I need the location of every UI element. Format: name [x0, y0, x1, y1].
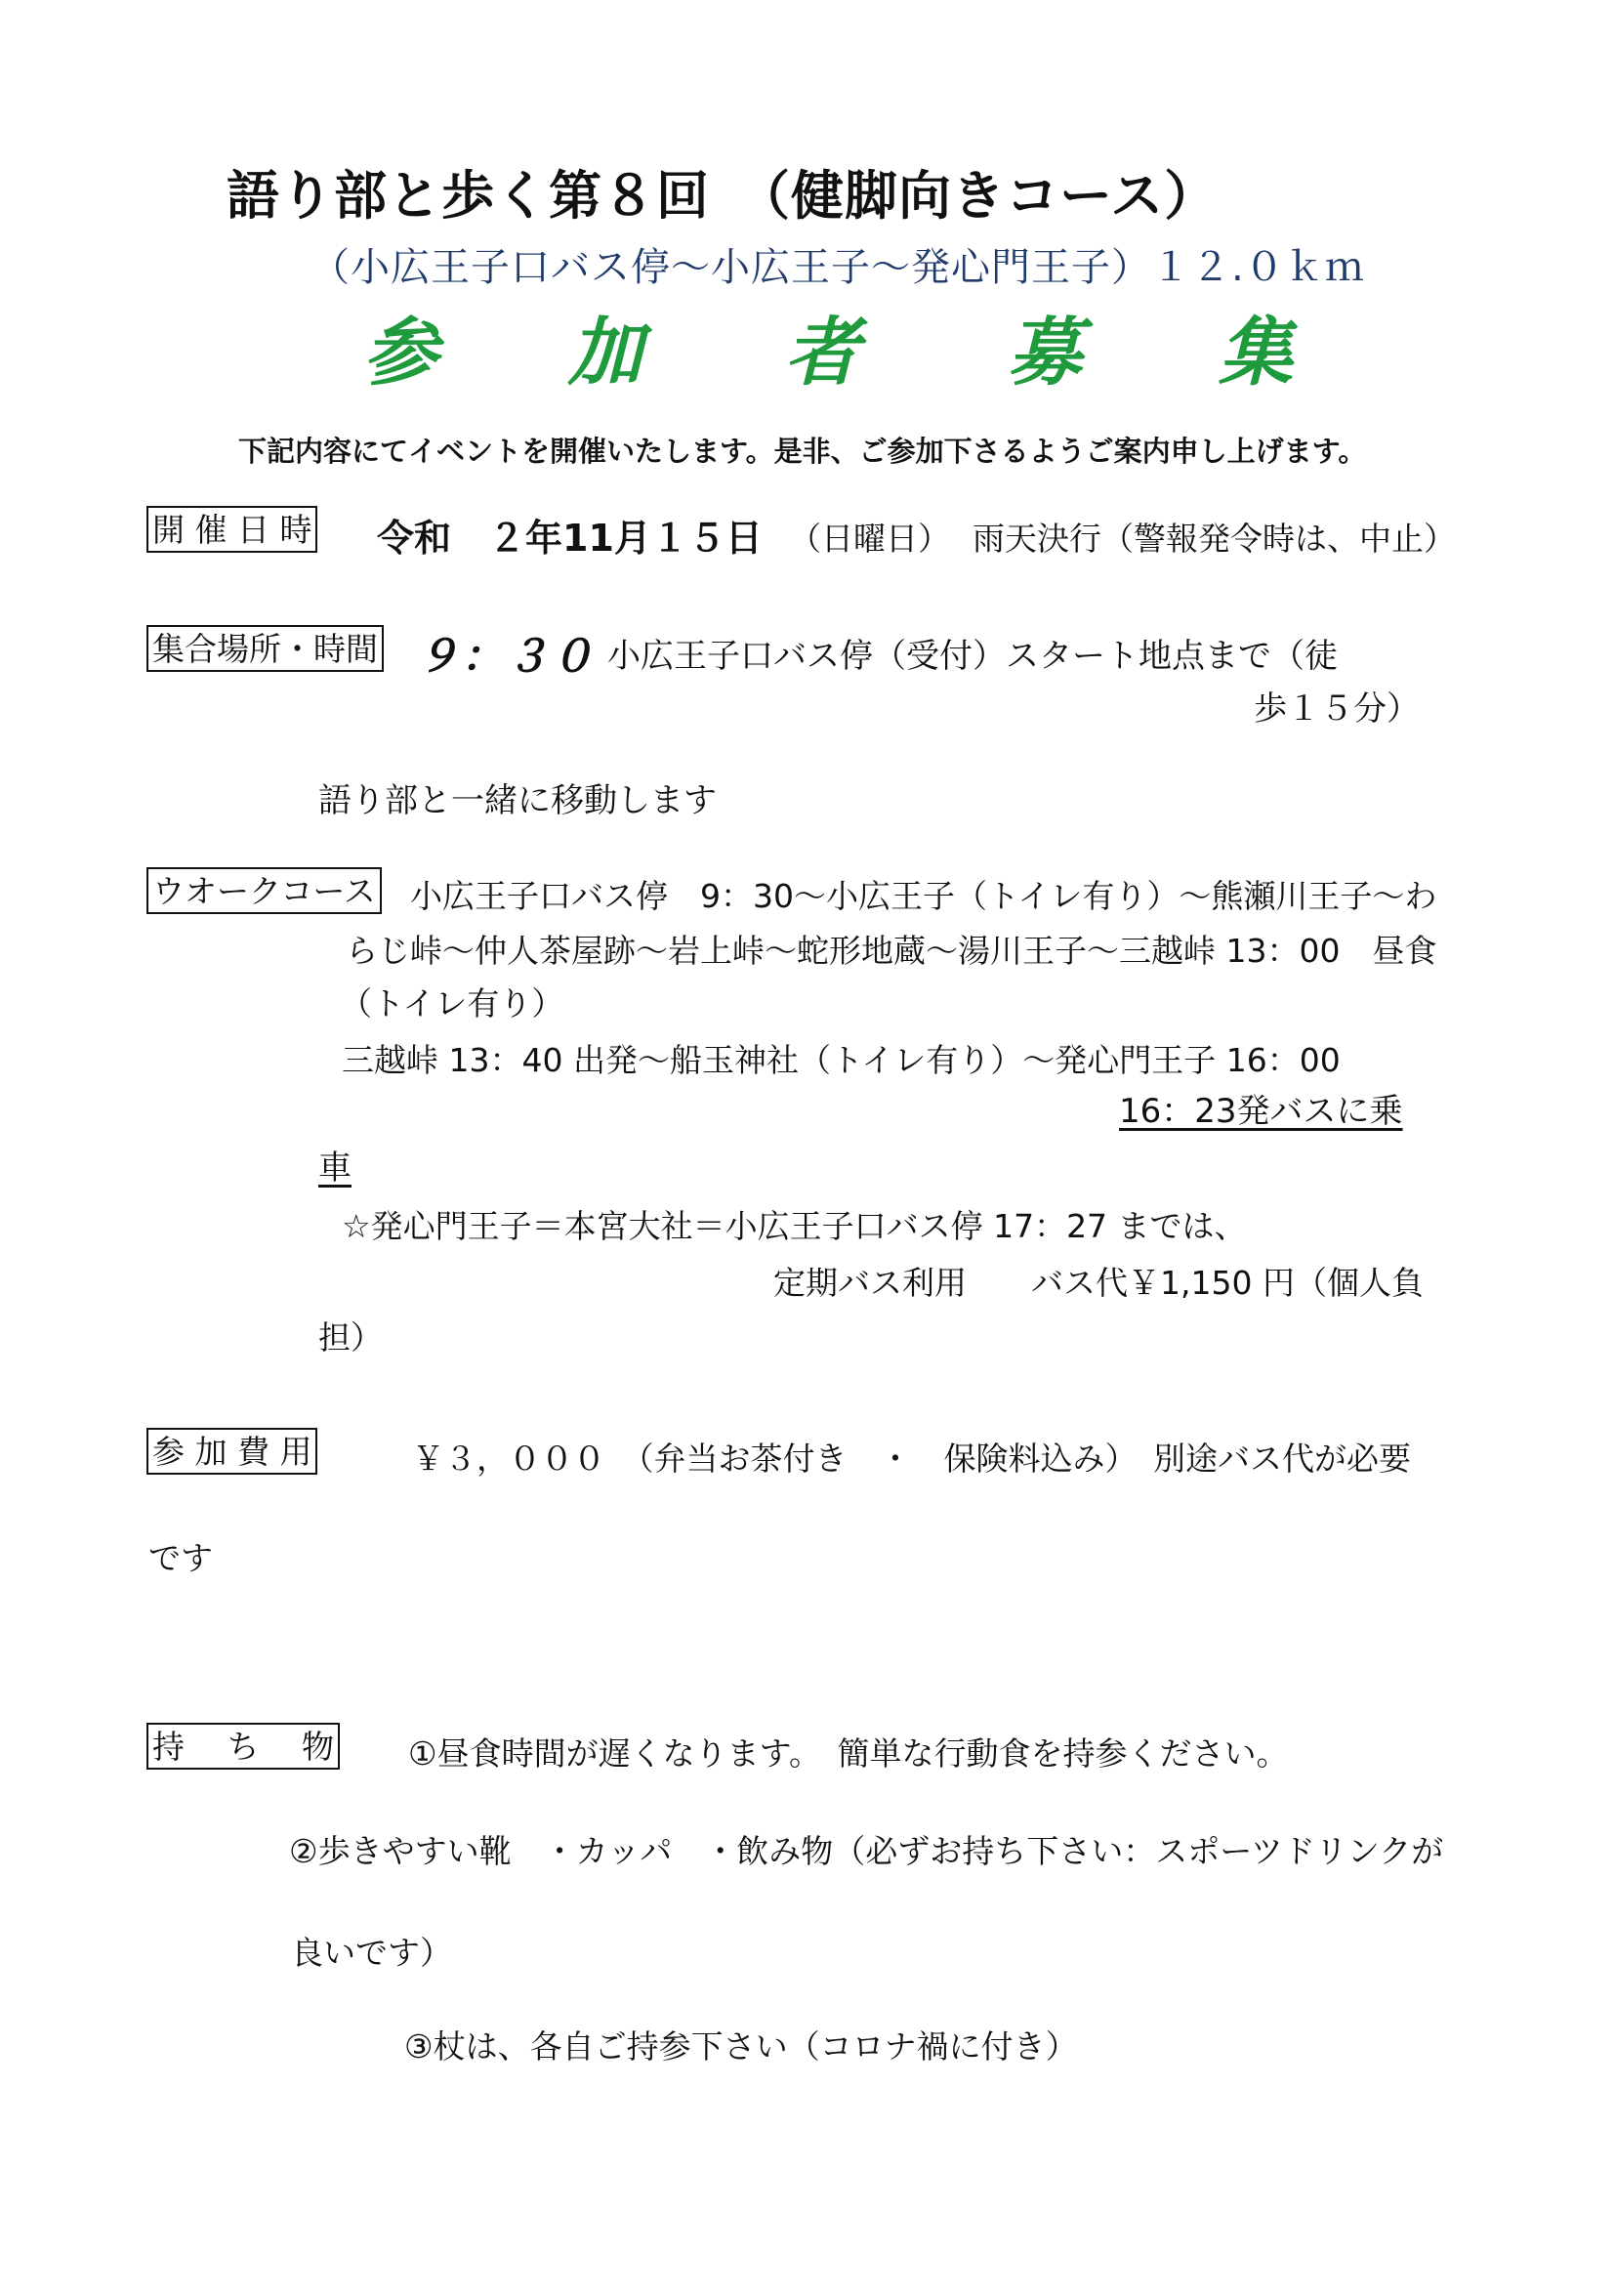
- items-item1: ①昼食時間が遅くなります。 簡単な行動食を持参ください。: [408, 1734, 1289, 1773]
- date-rain-note: 雨天決行（警報発令時は、中止）: [973, 520, 1456, 558]
- fee-label: 参 加 費 用: [146, 1428, 317, 1475]
- course-line4: 三越峠 13：40 出発～船玉神社（トイレ有り）～発心門王子 16：00: [342, 1041, 1341, 1079]
- date-main: 令和 ２年11月１５日: [377, 517, 763, 560]
- items-item2-line1: ②歩きやすい靴 ・カッパ ・飲み物（必ずお持ち下さい：スポーツドリンクが: [289, 1832, 1444, 1870]
- fee-line2: です: [148, 1539, 213, 1577]
- items-item2-line2: 良いです）: [291, 1934, 452, 1972]
- course-line2: らじ峠～仲人茶屋跡～岩上峠～蛇形地蔵～湯川王子～三越峠 13：00 昼食: [346, 932, 1437, 970]
- date-weekday: （日曜日）: [789, 520, 950, 558]
- bus-departure-line1: 16：23発バスに乗: [1119, 1092, 1403, 1131]
- bus-note-line1: ☆発心門王子＝本宮大社＝小広王子口バス停 17：27 までは、: [342, 1207, 1247, 1245]
- meeting-time: ９：３０: [416, 632, 596, 682]
- course-label: ウオークコース: [146, 867, 382, 914]
- course-line3: （トイレ有り）: [340, 984, 564, 1023]
- intro-text: 下記内容にてイベントを開催いたします。是非、ご参加下さるようご案内申し上げます。: [238, 435, 1367, 468]
- course-subtitle: （小広王子口バス停～小広王子～発心門王子）１２.０ｋｍ: [311, 245, 1365, 290]
- recruit-char-2: 加: [568, 309, 642, 396]
- recruit-char-5: 集: [1219, 309, 1293, 396]
- date-label: 開 催 日 時: [146, 506, 317, 553]
- bus-note-line3: 担）: [318, 1318, 383, 1357]
- bus-departure-line2: 車: [318, 1148, 352, 1188]
- meeting-move-note: 語り部と一緒に移動します: [318, 781, 717, 820]
- fee-line1: ￥３，０００ （弁当お茶付き ・ 保険料込み） 別途バス代が必要: [412, 1440, 1411, 1478]
- recruit-char-3: 者: [785, 309, 859, 396]
- recruit-char-1: 参: [363, 309, 437, 396]
- meeting-label: 集合場所・時間: [146, 625, 384, 672]
- meeting-place-line2: 歩１５分）: [1254, 689, 1420, 729]
- meeting-place-line1: 小広王子口バス停（受付）スタート地点まで（徒: [607, 637, 1338, 676]
- items-item3: ③杖は、各自ご持参下さい（コロナ禍に付き）: [404, 2027, 1078, 2066]
- course-line1: 小広王子口バス停 9：30～小広王子（トイレ有り）～熊瀬川王子～わ: [410, 877, 1437, 915]
- flyer-title: 語り部と歩く第８回 （健脚向きコース）: [227, 165, 1219, 227]
- bus-note-line2: 定期バス利用 バス代￥1,150 円（個人負: [773, 1264, 1424, 1302]
- recruit-char-4: 募: [1008, 309, 1082, 396]
- items-label: 持 ち 物: [146, 1723, 340, 1770]
